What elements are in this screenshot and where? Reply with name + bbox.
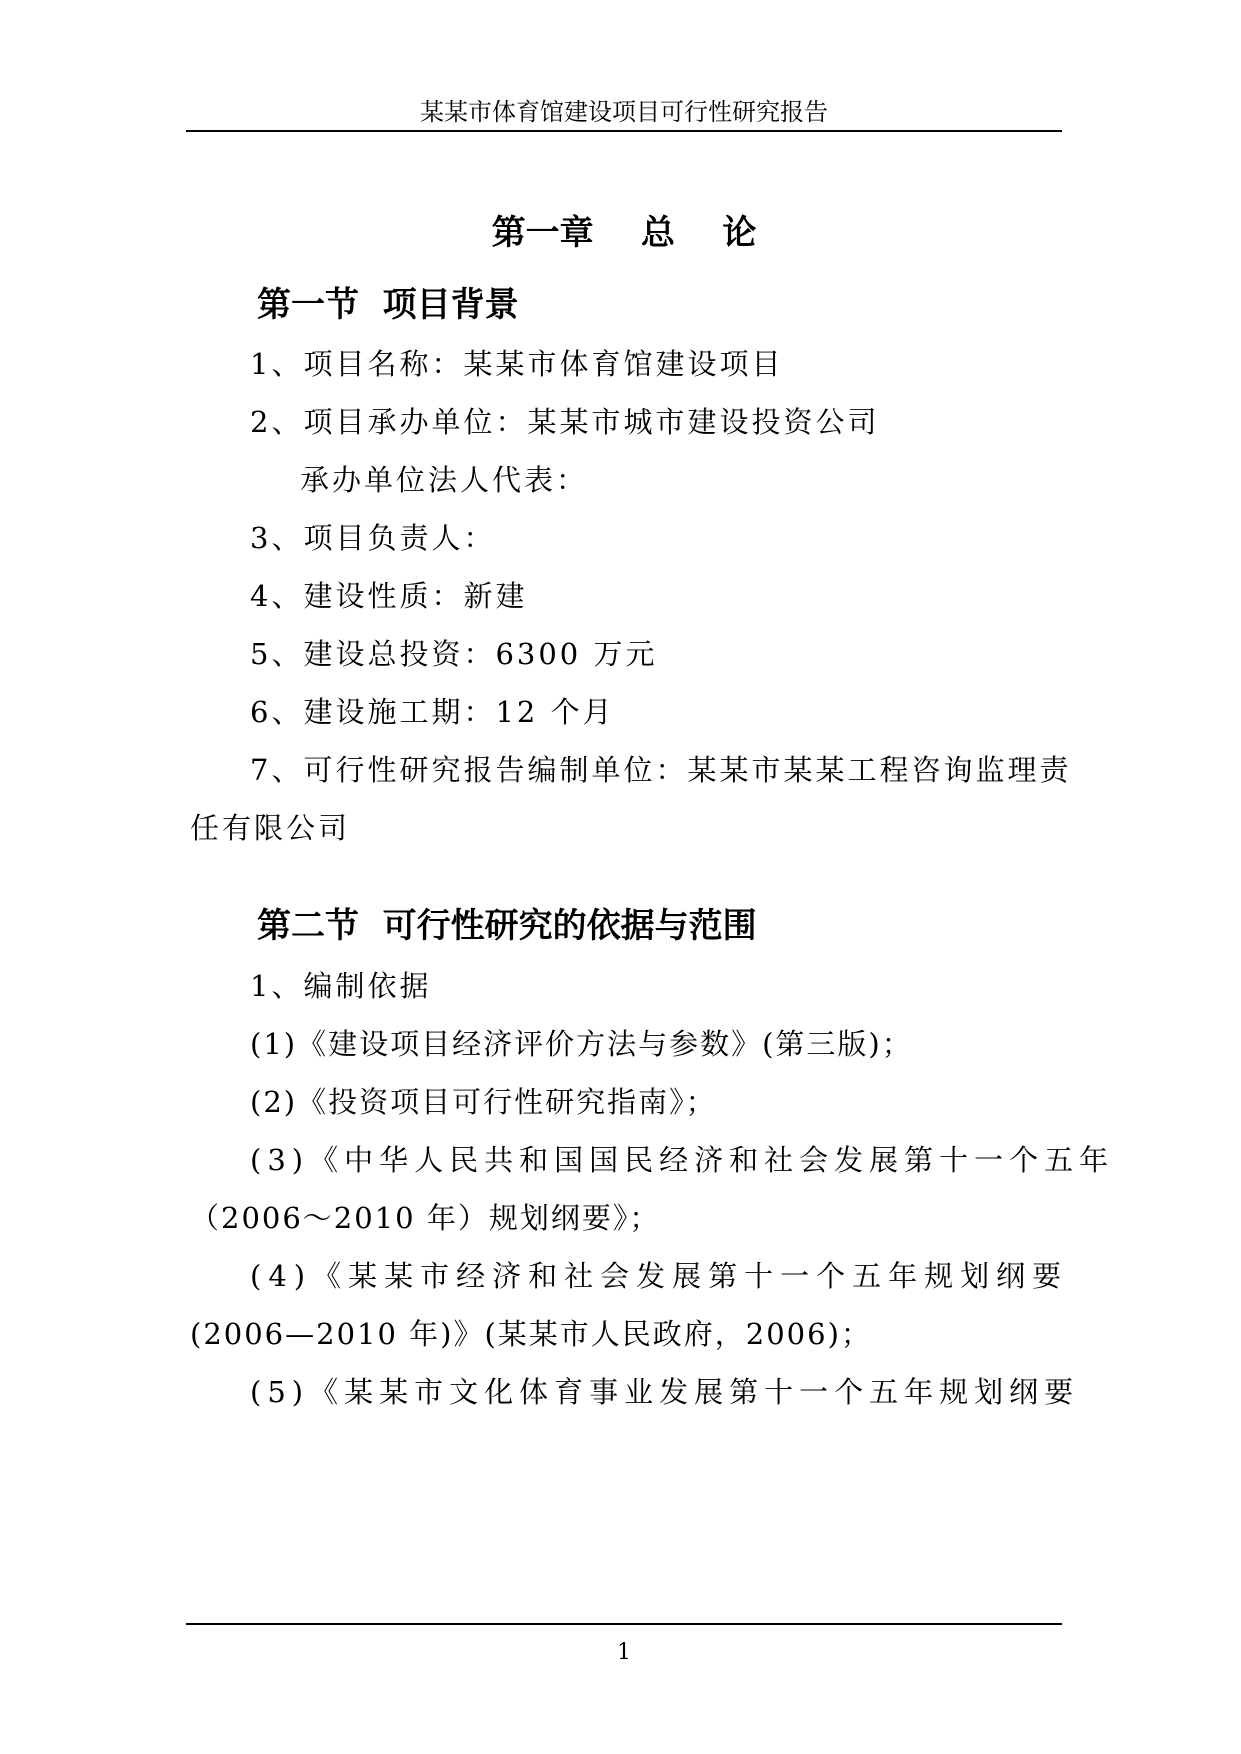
construction-nature-line: 4、建设性质：新建 [250, 579, 528, 613]
section-title-1: 第一节 项目背景 [257, 285, 519, 325]
basis-item-4: (4)《某某市经济和社会发展第十一个五年规划纲要 [250, 1259, 1069, 1293]
basis-item-3: (3)《中华人民共和国国民经济和社会发展第十一个五年 [250, 1143, 1115, 1177]
basis-item-5: (5)《某某市文化体育事业发展第十一个五年规划纲要 [250, 1375, 1080, 1409]
basis-heading-line: 1、编制依据 [250, 969, 432, 1003]
project-name-line: 1、项目名称：某某市体育馆建设项目 [250, 347, 784, 381]
sponsor-line: 2、项目承办单位：某某市城市建设投资公司 [250, 405, 880, 439]
report-unit-line: 7、可行性研究报告编制单位：某某市某某工程咨询监理责 [250, 753, 1072, 787]
basis-item-1: (1)《建设项目经济评价方法与参数》(第三版)； [250, 1027, 913, 1061]
report-unit-line-cont: 任有限公司 [190, 811, 351, 845]
basis-item-3-cont: （2006～2010 年）规划纲要》； [190, 1201, 661, 1235]
footer-rule [186, 1623, 1062, 1625]
section-title-2: 第二节 可行性研究的依据与范围 [257, 906, 757, 946]
basis-item-2: (2)《投资项目可行性研究指南》； [250, 1085, 717, 1119]
construction-period-line: 6、建设施工期：12 个月 [250, 695, 615, 729]
legal-rep-line: 承办单位法人代表： [300, 463, 589, 497]
basis-item-4-cont: (2006—2010 年)》(某某市人民政府，2006)； [190, 1317, 872, 1351]
page-number: 1 [617, 1640, 631, 1665]
total-investment-line: 5、建设总投资：6300 万元 [250, 637, 658, 671]
chapter-title: 第一章 总 论 [491, 213, 757, 253]
page-header-title: 某某市体育馆建设项目可行性研究报告 [420, 98, 828, 126]
project-leader-line: 3、项目负责人： [250, 521, 496, 555]
header-rule [186, 130, 1062, 132]
